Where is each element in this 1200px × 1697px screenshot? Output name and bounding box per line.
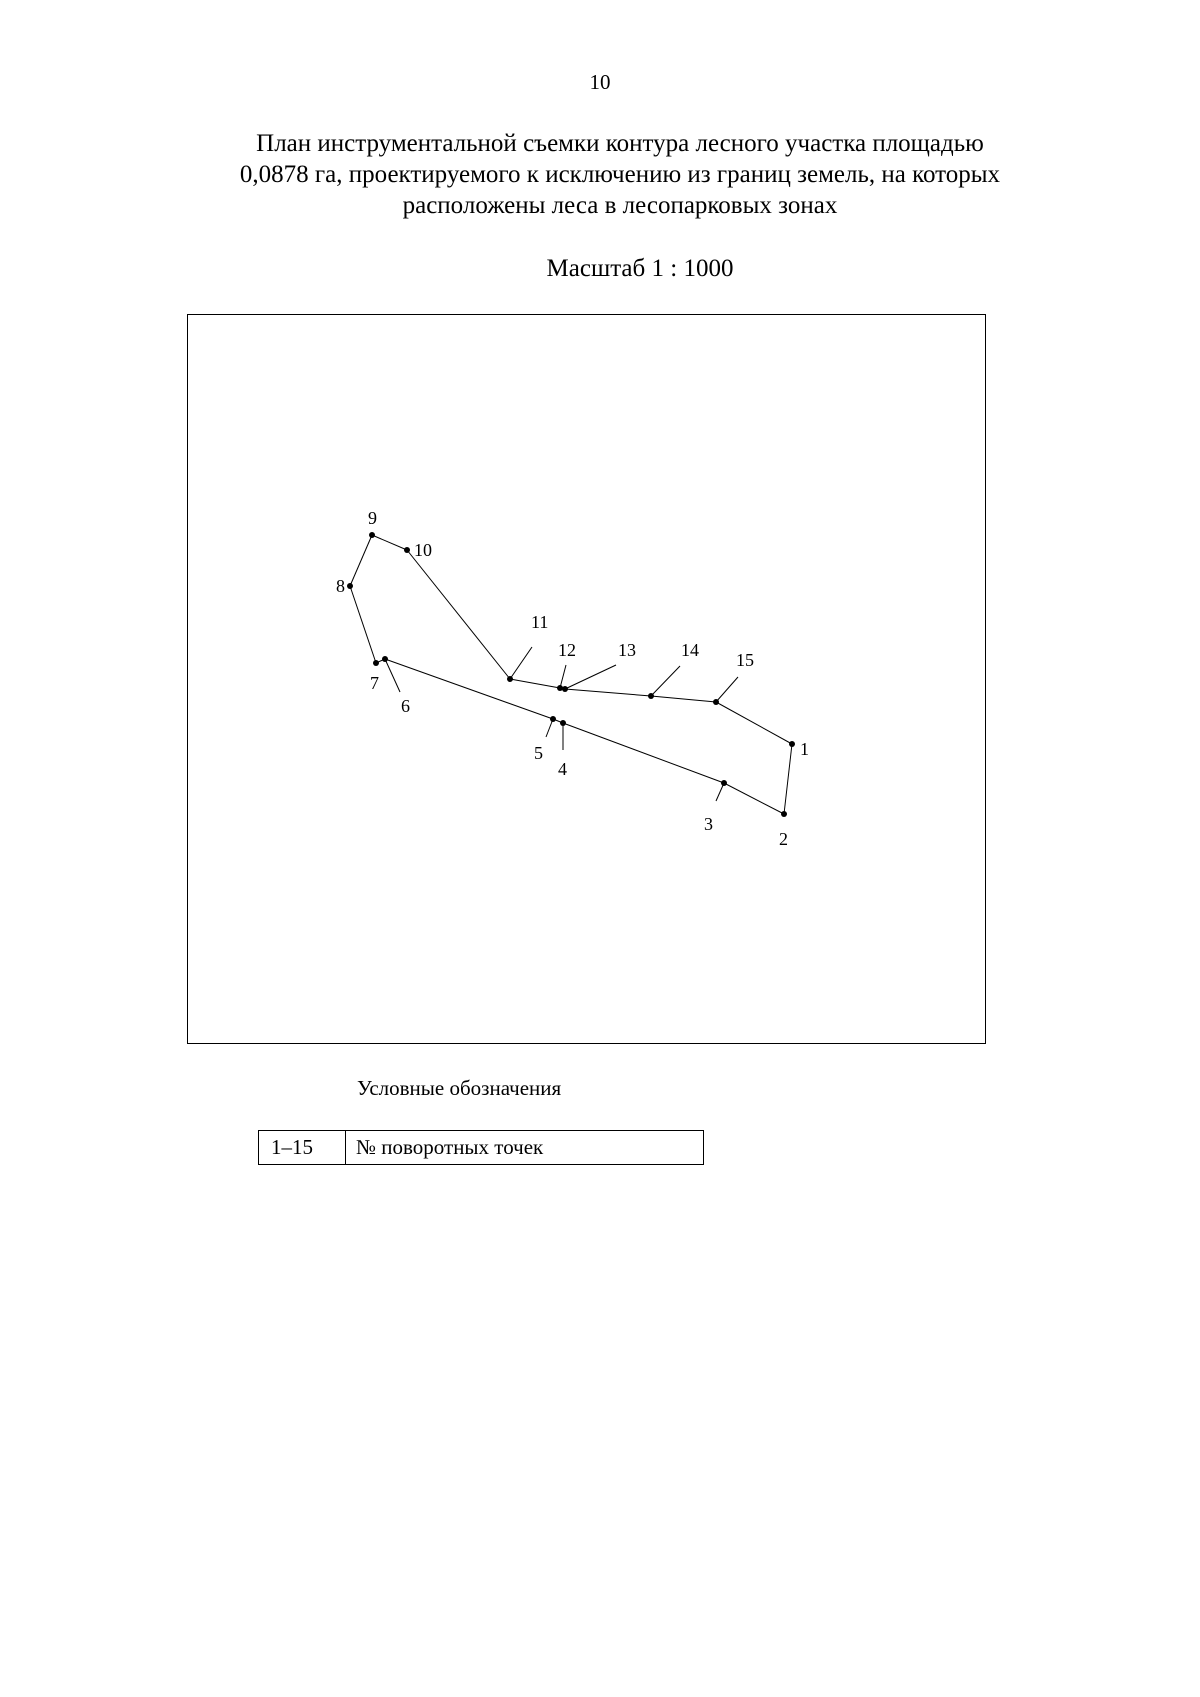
point-leader-line	[510, 647, 532, 679]
boundary-segment	[407, 550, 510, 679]
turning-point-label: 1	[800, 739, 809, 759]
legend-code: 1–15	[259, 1131, 346, 1164]
point-leader-line	[716, 677, 738, 702]
turning-point-marker	[713, 699, 719, 705]
point-leader-line	[560, 665, 566, 688]
boundary-segment	[563, 723, 724, 783]
scale-label: Масштаб 1 : 1000	[546, 255, 734, 282]
page-number: 10	[589, 70, 611, 94]
boundary-segment	[784, 744, 792, 814]
turning-point-label: 10	[414, 540, 432, 560]
turning-point-marker	[507, 676, 513, 682]
boundary-segment	[385, 659, 553, 719]
turning-point-marker	[373, 660, 379, 666]
document-title	[180, 128, 1060, 221]
turning-point-label: 3	[704, 814, 713, 834]
title-line-3: расположены леса в лесопарковых зонах	[402, 192, 838, 219]
turning-point-label: 14	[681, 640, 699, 660]
turning-point-marker	[648, 693, 654, 699]
turning-point-marker	[789, 741, 795, 747]
turning-point-label: 13	[618, 640, 636, 660]
boundary-segment	[350, 535, 372, 586]
turning-point-marker	[721, 780, 727, 786]
turning-point-marker	[781, 811, 787, 817]
turning-point-marker	[560, 720, 566, 726]
turning-point-label: 12	[558, 640, 576, 660]
survey-plan	[188, 315, 987, 1045]
turning-point-label: 5	[534, 743, 543, 763]
turning-point-label: 7	[370, 673, 379, 693]
turning-point-marker	[347, 583, 353, 589]
legend-description: № поворотных точек	[356, 1135, 544, 1159]
turning-point-label: 6	[401, 696, 410, 716]
point-leader-line	[565, 665, 616, 689]
turning-point-marker	[562, 686, 568, 692]
turning-point-label: 9	[368, 508, 377, 528]
turning-point-marker	[369, 532, 375, 538]
turning-point-label: 2	[779, 829, 788, 849]
boundary-segment	[565, 689, 651, 696]
legend-table	[258, 1130, 704, 1165]
turning-point-marker	[382, 656, 388, 662]
turning-point-marker	[550, 716, 556, 722]
turning-point-label: 4	[558, 759, 567, 779]
boundary-segment	[651, 696, 716, 702]
turning-point-marker	[557, 685, 563, 691]
boundary-segment	[510, 679, 560, 688]
boundary-segment	[372, 535, 407, 550]
point-leader-line	[651, 666, 680, 696]
title-line-2: 0,0878 га, проектируемого к исключению из границ земель, на которых	[239, 161, 1001, 188]
boundary-segment	[716, 702, 792, 744]
boundary-segment	[350, 586, 376, 663]
turning-point-label: 8	[336, 576, 345, 596]
title-line-1: План инструментальной съемки контура лесного участка площадью	[256, 130, 984, 157]
legend-title: Условные обозначения	[357, 1076, 562, 1100]
turning-point-label: 15	[736, 650, 754, 670]
turning-point-label: 11	[531, 612, 549, 632]
turning-point-marker	[404, 547, 410, 553]
boundary-segment	[724, 783, 784, 814]
survey-plan-frame	[187, 314, 986, 1044]
